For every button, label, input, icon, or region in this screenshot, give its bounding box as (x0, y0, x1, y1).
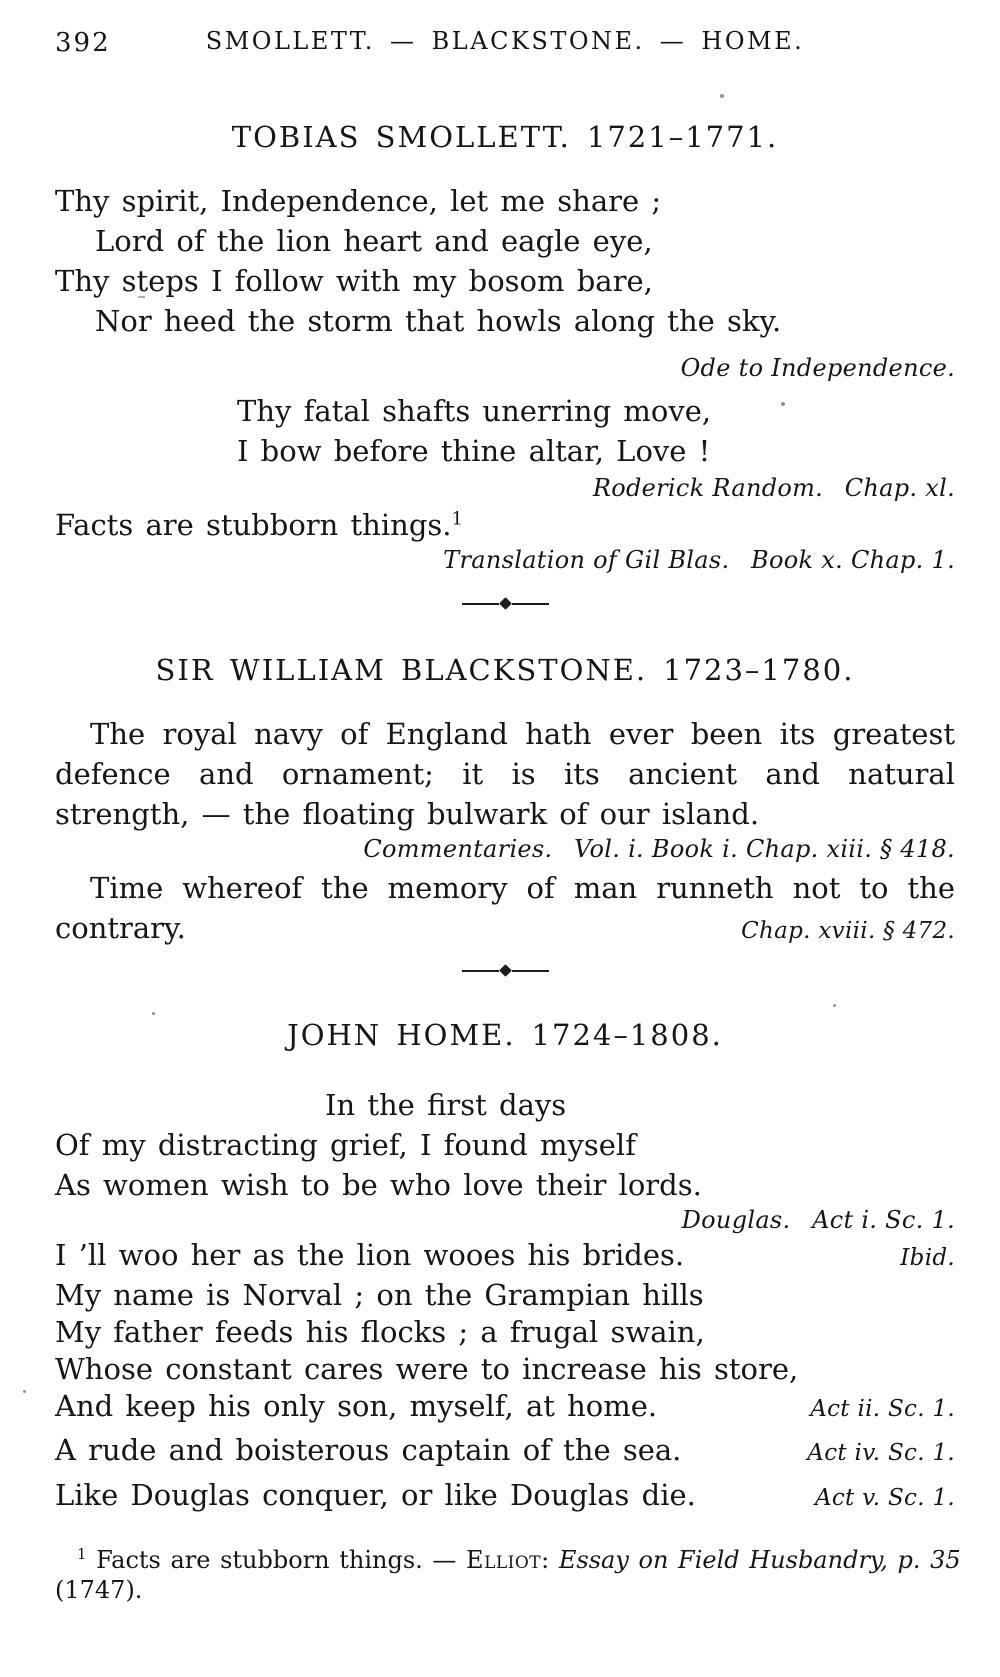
prose-quote (55, 505, 955, 545)
citation-locator: Chap. xl. (844, 474, 955, 502)
citation-work: Ode to Independence. (680, 354, 955, 382)
quote-citation: Act ii. Sc. 1. (810, 1396, 955, 1422)
section-heading-home (55, 1019, 955, 1051)
section-divider (55, 595, 955, 612)
verse-line-with-citation (55, 1430, 955, 1470)
scan-speck (720, 94, 724, 98)
author-dates: 1724–1808. (531, 1018, 723, 1052)
author-dates: 1723–1780. (663, 653, 855, 687)
scan-speck (138, 296, 145, 298)
footnote-text: Facts are stubborn things. — (96, 1546, 467, 1574)
quote-citation (55, 834, 955, 864)
footnote (55, 1545, 961, 1605)
citation-locator: Book x. Chap. 1. (751, 546, 955, 574)
verse-line: As women wish to be who love their lords. (55, 1168, 702, 1202)
verse-line: In the first days (325, 1088, 567, 1122)
verse-line-with-citation (55, 1388, 955, 1425)
quote-citation (55, 353, 955, 383)
prose-line: strength, — the floating bulwark of our island. (55, 797, 760, 831)
divider-rule (462, 970, 499, 972)
divider-rule (462, 603, 499, 605)
verse-line: Of my distracting grief, I found myself (55, 1128, 636, 1162)
author-name: TOBIAS SMOLLETT. (231, 120, 571, 154)
verse-line: I bow before thine altar, Love ! (237, 434, 711, 468)
quote-citation (55, 473, 955, 503)
citation-work: Commentaries. (363, 835, 553, 863)
page-header (55, 27, 955, 57)
section-heading-smollett (55, 121, 955, 153)
verse-line: A rude and boisterous captain of the sea. (55, 1433, 682, 1467)
section-heading-blackstone (55, 654, 955, 686)
verse-line: My father feeds his flocks ; a frugal swain, (55, 1315, 705, 1349)
quote-citation: Chap. xviii. § 472. (741, 918, 955, 944)
divider-rule (512, 970, 549, 972)
footnote-marker: 1 (451, 508, 463, 530)
footnote-separator: : (541, 1546, 559, 1574)
footnote-line (55, 1545, 961, 1575)
verse-line: Thy fatal shafts unerring move, (237, 394, 712, 428)
footnote-author: Elliot (466, 1546, 542, 1574)
footnote-line: (1747). (55, 1576, 143, 1604)
citation-locator: Vol. i. Book i. Chap. xiii. § 418. (574, 835, 955, 863)
prose-line: defence and ornament; it is its ancient and natural (55, 757, 955, 791)
verse-line: I ’ll woo her as the lion wooes his brides. (55, 1238, 685, 1272)
divider-diamond-ornament (499, 597, 512, 610)
verse-block (55, 1277, 955, 1425)
page-number: 392 (55, 28, 111, 58)
verse-line-with-citation (55, 1235, 955, 1275)
quote-citation: Ibid. (900, 1245, 955, 1271)
author-dates: 1721–1771. (586, 120, 779, 154)
quote-citation: Act v. Sc. 1. (814, 1485, 955, 1511)
quote-citation (55, 545, 955, 575)
prose-line: contrary. (55, 911, 186, 945)
scan-speck (152, 1012, 155, 1015)
quote-citation: Act iv. Sc. 1. (807, 1440, 955, 1466)
verse-line: Thy spirit, Independence, let me share ; (55, 184, 662, 218)
verse-line: Like Douglas conquer, or like Douglas die. (55, 1478, 696, 1512)
citation-work: Douglas. (681, 1206, 791, 1234)
scan-speck (833, 1004, 836, 1007)
verse-line: My name is Norval ; on the Grampian hills (55, 1278, 704, 1312)
author-name: SIR WILLIAM BLACKSTONE. (155, 653, 648, 687)
running-head: SMOLLETT. — BLACKSTONE. — HOME. (205, 27, 805, 55)
prose-line: Time whereof the memory of man runneth not to the (90, 871, 955, 905)
verse-line-with-citation (55, 1475, 955, 1515)
citation-locator: Act i. Sc. 1. (812, 1206, 955, 1234)
section-divider (55, 962, 955, 979)
prose-line-with-citation (55, 908, 955, 948)
quote-citation (55, 1205, 955, 1235)
author-name: JOHN HOME. (287, 1018, 516, 1052)
quote-text: Facts are stubborn things. (55, 508, 452, 542)
verse-line: Nor heed the storm that howls along the sky. (95, 304, 782, 338)
footnote-marker: 1 (77, 1545, 87, 1563)
verse-line: Thy steps I follow with my bosom bare, (55, 264, 653, 298)
citation-work: Roderick Random. (592, 474, 824, 502)
divider-rule (512, 603, 549, 605)
footnote-work-title: Essay on Field Husbandry, p. 35 (558, 1546, 961, 1574)
verse-line: Whose constant cares were to increase his store, (55, 1352, 799, 1386)
divider-diamond-ornament (499, 964, 512, 977)
verse-line: Lord of the lion heart and eagle eye, (95, 224, 653, 258)
verse-line: And keep his only son, myself, at home. (55, 1389, 658, 1423)
prose-line: The royal navy of England hath ever been its greatest (90, 717, 955, 751)
scan-speck (781, 402, 785, 406)
scan-speck (23, 1390, 26, 1393)
citation-work: Translation of Gil Blas. (443, 546, 730, 574)
